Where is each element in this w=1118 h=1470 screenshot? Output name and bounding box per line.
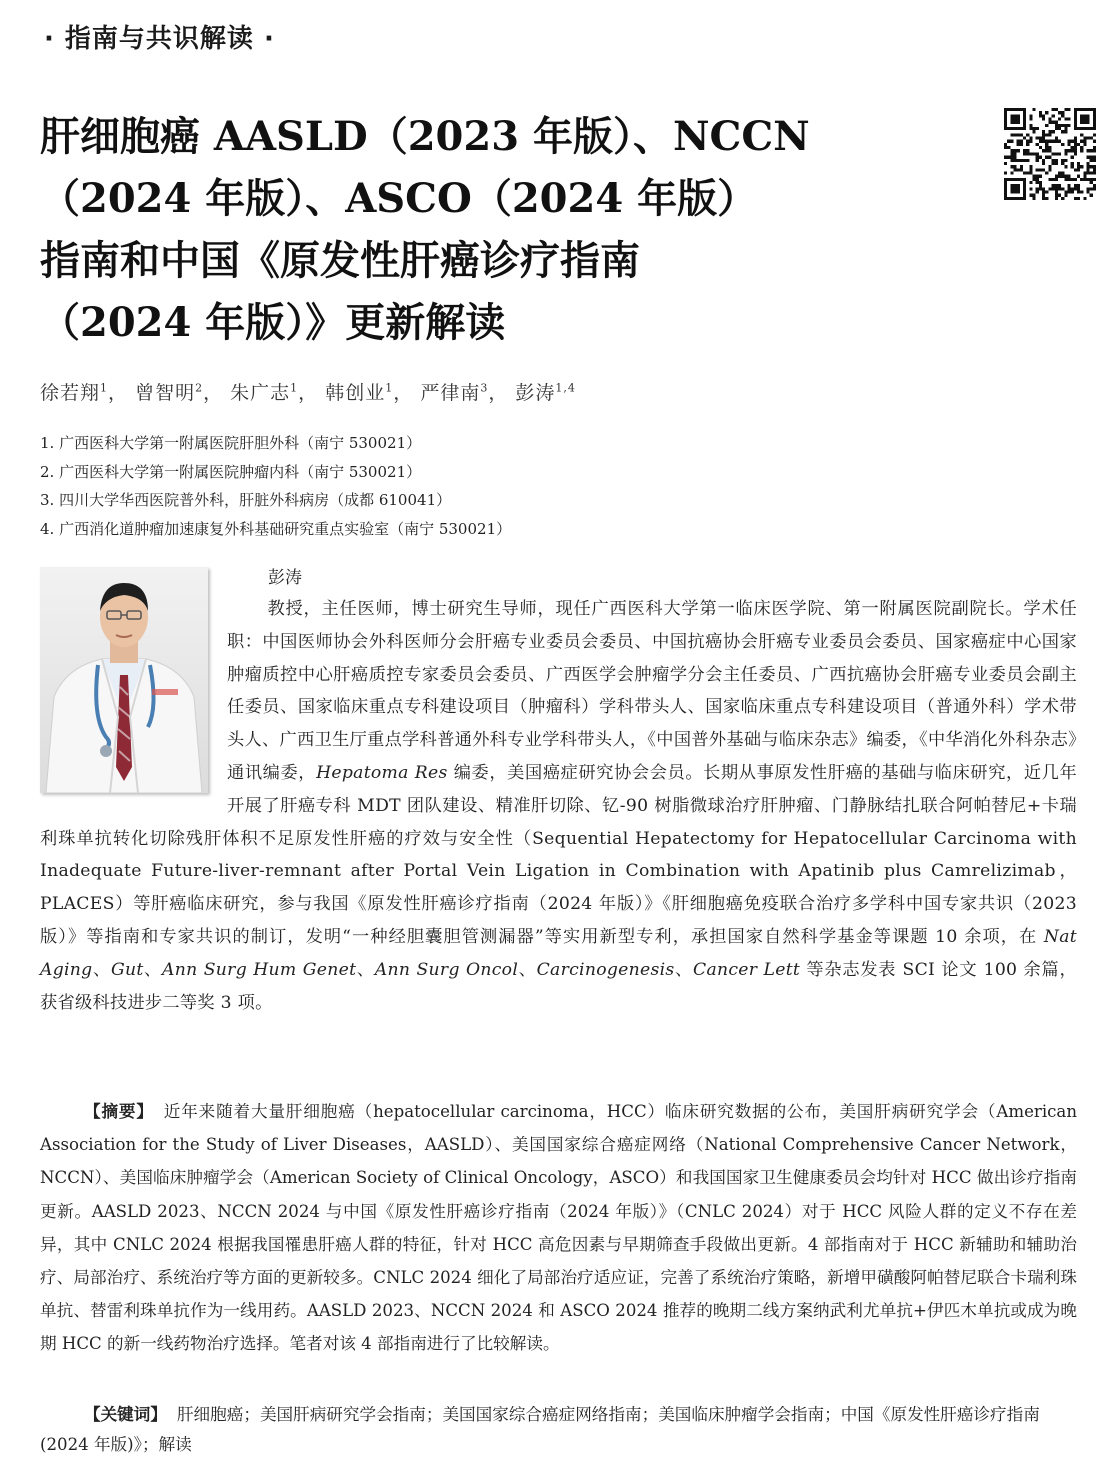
- author-biography: [40, 593, 1077, 1019]
- keyword: 解读: [158, 1434, 192, 1454]
- abstract-text: 近年来随着大量肝细胞癌（hepatocellular carcinoma，HCC）临床研究数据的公布，美国肝病研究学会（American Association for the Study of Liver Diseases，AASLD）、美国国家综合癌症网络（National Comprehensive Cancer Network，NCCN）、美国临床肿瘤学会（American Society of Clinical Oncology，ASCO）和我国国家卫生健康委员会均针对 HCC 做出诊疗指南更新。AASLD 2023、NCCN 2024 与中国《原发性肝癌诊疗指南（2024 年版）》（CNLC 2024）对于 HCC 风险人群的定义不存在差异，其中 CNLC 2024 根据我国罹患肝癌人群的特征，针对 HCC 高危因素与早期筛查手段做出更新。4 部指南对于 HCC 新辅助和辅助治疗、局部治疗、系统治疗等方面的更新较多。CNLC 2024 细化了局部治疗适应证，完善了系统治疗策略，新增甲磺酸阿帕替尼联合卡瑞利珠单抗、替雷利珠单抗作为一线用药。AASLD 2023、NCCN 2024 和 ASCO 2024 推荐的晚期二线方案纳武利尤单抗+伊匹木单抗或成为晚期 HCC 的新一线药物治疗选择。笔者对该 4 部指南进行了比较解读。: [40, 1102, 1078, 1354]
- author-separator: ，: [203, 382, 224, 404]
- title-line: 指南和中国《原发性肝癌诊疗指南: [40, 237, 640, 284]
- author-name: 朱广志: [230, 382, 291, 404]
- keywords-label: 【关键词】: [84, 1404, 167, 1424]
- title-line: （2024 年版）》更新解读: [40, 299, 506, 346]
- title-line: （2024 年版）、ASCO（2024 年版）: [40, 175, 758, 222]
- keyword: 美国临床肿瘤学会指南: [658, 1405, 825, 1424]
- author-separator: ，: [393, 382, 414, 404]
- author-affiliation-mark: 2: [195, 381, 204, 395]
- keyword: 美国国家综合癌症网络指南: [442, 1405, 642, 1424]
- bio-text: 编委，美国癌症研究协会会员。长期从事原发性肝癌的基础与临床研究，近几年开展了肝癌专科 MDT 团队建设、精准肝切除、钇-90 树脂微球治疗肝肿瘤、门静脉结扎联合阿帕替尼+卡瑞利珠单抗转化切除残肝体积不足原发性肝癌的疗效与安全性（Sequential Hepatectomy for Hepatocellular Carcinoma with Inadequate Future-liver-remnant after Portal Vein Ligation in Combination with Apatinib plus Camrelizimab，PLACES）等肝癌临床研究，参与我国《原发性肝癌诊疗指南（2024 年版）》《肝细胞癌免疫联合治疗多学科中国专家共识（2023 版）》等指南和专家共识的制订，发明“一种经胆囊胆管测漏器”等实用新型专利，承担国家自然科学基金等课题 10 余项，在: [40, 762, 1077, 947]
- section-label: · 指南与共识解读 ·: [44, 24, 275, 54]
- separator: 、: [92, 959, 111, 980]
- abstract: [40, 1095, 1077, 1361]
- separator: 、: [356, 959, 375, 980]
- affiliation-list: [40, 429, 511, 543]
- journal-name: Ann Surg Oncol: [374, 959, 519, 980]
- bio-name: 彭涛: [268, 568, 302, 588]
- journal-name: Hepatoma Res: [316, 762, 448, 783]
- article-title: [40, 106, 900, 354]
- author-separator: ，: [488, 382, 509, 404]
- separator: 、: [518, 959, 537, 980]
- affiliation-item: 1. 广西医科大学第一附属医院肝胆外科（南宁 530021）: [40, 434, 422, 452]
- author-affiliation-mark: 1: [385, 381, 394, 395]
- journal-name: Carcinogenesis: [536, 959, 675, 980]
- affiliation-item: 2. 广西医科大学第一附属医院肿瘤内科（南宁 530021）: [40, 462, 422, 481]
- journal-name: Gut: [110, 959, 144, 980]
- keywords: [40, 1400, 1077, 1459]
- author-affiliation-mark: 3: [480, 381, 489, 395]
- separator: ；: [824, 1405, 841, 1424]
- title-line: 肝细胞癌 AASLD（2023 年版）、NCCN: [40, 113, 810, 160]
- journal-name: Cancer Lett: [693, 959, 801, 980]
- separator: ；: [425, 1405, 443, 1424]
- keyword: 中国《原发性肝癌诊疗指南 (2024 年版)》: [40, 1405, 1040, 1454]
- author-list: [40, 378, 576, 405]
- author-name: 徐若翔: [40, 382, 101, 404]
- bio-text: 教授，主任医师，博士研究生导师，现任广西医科大学第一临床医学院、第一附属医院副院长。学术任职：中国医师协会外科医师分会肝癌专业委员会委员、中国抗癌协会肝癌专业委员会委员、国家癌症中心国家肿瘤质控中心肝癌质控专家委员会委员、广西医学会肿瘤学分会主任委员、广西抗癌协会肝癌专业委员会副主任委员、国家临床重点专科建设项目（肿瘤科）学科带头人、国家临床重点专科建设项目（普通外科）学术带头人、广西卫生厅重点学科普通外科专业学科带头人，《中国普外基础与临床杂志》编委，《中华消化外科杂志》通讯编委，: [227, 599, 1077, 783]
- author-name: 彭涛: [515, 382, 556, 404]
- separator: ；: [641, 1405, 659, 1424]
- abstract-label: 【摘要】: [84, 1101, 154, 1121]
- journal-name: Nat Aging: [40, 926, 1077, 980]
- author-name: 曾智明: [135, 382, 196, 404]
- separator: 、: [674, 959, 693, 980]
- author-affiliation-mark: 1,4: [555, 381, 576, 395]
- affiliation-item: 4. 广西消化道肿瘤加速康复外科基础研究重点实验室（南宁 530021）: [40, 519, 512, 538]
- author-name: 严律南: [420, 382, 481, 404]
- author-affiliation-mark: 1: [290, 381, 299, 395]
- author-affiliation-mark: 1: [100, 381, 109, 395]
- qr-code-icon[interactable]: [1004, 108, 1096, 200]
- separator: ；: [141, 1434, 159, 1454]
- separator: ；: [243, 1405, 260, 1424]
- author-separator: ，: [298, 382, 319, 404]
- keyword: 美国肝病研究学会指南: [259, 1405, 426, 1424]
- separator: 、: [143, 959, 163, 980]
- author-name: 韩创业: [325, 382, 386, 404]
- keyword: 肝细胞癌: [176, 1405, 244, 1424]
- affiliation-item: 3. 四川大学华西医院普外科，肝脏外科病房（成都 610041）: [40, 491, 452, 509]
- author-separator: ，: [108, 382, 129, 404]
- journal-name: Ann Surg Hum Genet: [162, 959, 357, 980]
- bio-text: 等杂志发表 SCI 论文 100 余篇，获省级科技进步二等奖 3 项。: [40, 959, 1077, 1013]
